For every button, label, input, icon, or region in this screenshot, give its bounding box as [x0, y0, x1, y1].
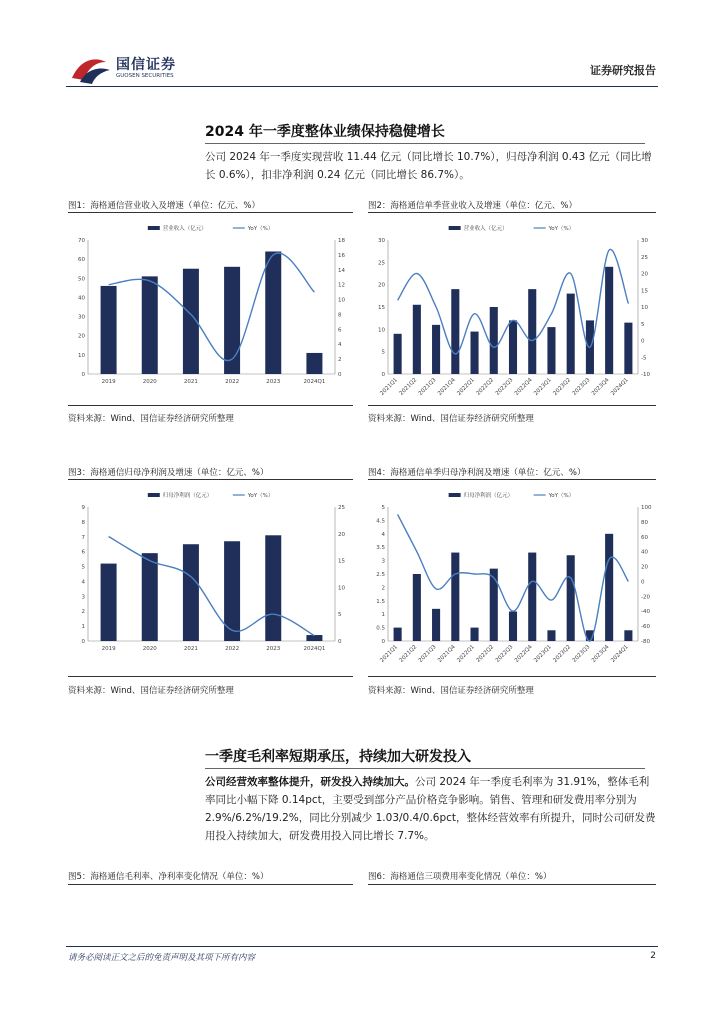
fig3-title-rule [68, 479, 353, 480]
bar [624, 323, 632, 374]
y-tick-left: 30 [378, 238, 385, 244]
y-tick-right: 16 [338, 252, 345, 259]
y-tick-right: 100 [641, 505, 652, 511]
y-tick-right: -40 [641, 609, 650, 616]
bar [101, 564, 117, 641]
legend-bar-swatch [148, 226, 160, 230]
fig2-source: 资料来源：Wind、国信证券经济研究所整理 [368, 414, 534, 424]
legend-bar-swatch [449, 226, 461, 230]
legend-line-label: YoY（%） [247, 493, 274, 499]
x-tick-label: 2024Q1 [610, 377, 630, 397]
legend-line-label: YoY（%） [247, 226, 274, 232]
yoy-line [109, 253, 315, 361]
y-tick-right: 10 [641, 305, 648, 311]
y-tick-left: 4.5 [376, 518, 385, 525]
y-tick-left: 3 [81, 594, 85, 601]
y-tick-left: 4 [81, 579, 85, 586]
y-tick-left: 20 [378, 282, 385, 289]
bar [142, 276, 158, 374]
fig1-title-rule [68, 212, 353, 213]
fig3-title: 图3：海格通信归母净利润及增速（单位：亿元、%） [68, 468, 269, 478]
y-tick-left: 10 [378, 327, 385, 334]
x-tick-label: 2020 [142, 646, 157, 652]
x-tick-label: 2022Q3 [494, 377, 515, 397]
x-tick-label: 2022Q4 [513, 644, 534, 664]
y-tick-right: 15 [641, 288, 648, 295]
y-tick-left: 1.5 [376, 598, 385, 605]
y-tick-right: 4 [338, 342, 342, 349]
y-tick-right: 60 [641, 534, 648, 541]
yoy-line [109, 536, 315, 635]
x-tick-label: 2024Q1 [610, 644, 630, 664]
bar [451, 289, 459, 374]
fig6-title: 图6：海格通信三项费用率变化情况（单位：%） [368, 872, 552, 882]
section2-title: 一季度毛利率短期承压，持续加大研发投入 [205, 749, 471, 765]
fig1-source: 资料来源：Wind、国信证券经济研究所整理 [68, 414, 234, 424]
y-tick-right: 15 [338, 558, 345, 565]
x-tick-label: 2021 [183, 379, 198, 385]
y-tick-right: -60 [641, 624, 650, 631]
bar [624, 630, 632, 641]
footer-divider [66, 946, 658, 947]
x-tick-label: 2021 [183, 646, 198, 652]
y-tick-left: 60 [78, 257, 85, 264]
y-tick-right: 10 [338, 585, 345, 592]
fig4-chart [368, 485, 656, 669]
y-tick-left: 0 [381, 372, 385, 378]
bar [413, 574, 421, 641]
footer-disclaimer: 请务必阅读正文之后的免责声明及其项下所有内容 [68, 953, 256, 963]
y-tick-left: 20 [78, 333, 85, 340]
bar [394, 334, 402, 374]
y-tick-right: -80 [641, 639, 650, 645]
x-tick-label: 2019 [101, 379, 116, 385]
x-tick-label: 2022Q1 [456, 377, 476, 397]
y-tick-left: 6 [81, 549, 85, 556]
fig4-bottom-rule [368, 676, 656, 677]
bar [471, 332, 479, 374]
x-tick-label: 2021Q2 [398, 644, 419, 664]
fig2-title-rule [368, 212, 656, 213]
fig5-title: 图5：海格通信毛利率、净利率变化情况（单位：%） [68, 872, 269, 882]
section1-title: 2024 年一季度整体业绩保持稳健增长 [205, 124, 445, 140]
y-tick-right: 18 [338, 238, 345, 244]
fig3-bottom-rule [68, 676, 353, 677]
y-tick-right: 2 [338, 357, 342, 364]
fig5-title-rule [68, 884, 353, 885]
legend-bar-swatch [148, 493, 160, 497]
bar [490, 307, 498, 374]
fig3-chart [68, 485, 353, 669]
section2-paragraph-body: 公司 2024 年一季度毛利率为 31.91%，整体毛利率同比小幅下降 0.14pct，主要受到部分产品价格竞争影响。销售、管理和研发费用率分别为 2.9%/6.2%/19.2%，同比分别减少 1.03/0.4/0.6pct，整体经营效率有所提升，同时公司研发费用投入持续加大，研发费用投入同比增长 7.7%。 [205, 776, 656, 842]
legend-bar-label: 归母净利润（亿元） [162, 493, 213, 499]
bar [509, 320, 517, 374]
bar [547, 630, 555, 641]
legend-bar-label: 营业收入（亿元） [463, 226, 508, 232]
y-tick-right: 0 [338, 372, 342, 378]
bar [224, 267, 240, 374]
fig2-title: 图2：海格通信单季营业收入及增速（单位：亿元、%） [368, 201, 577, 211]
x-tick-label: 2022Q1 [456, 644, 476, 664]
fig2-chart [368, 218, 656, 402]
legend-bar-label: 营业收入（亿元） [162, 226, 207, 232]
x-tick-label: 2024Q1 [303, 379, 326, 385]
bar [306, 353, 322, 374]
bar [528, 289, 536, 374]
x-tick-label: 2023Q1 [533, 377, 553, 397]
section2-divider [205, 768, 645, 769]
y-tick-right: 0 [338, 639, 342, 645]
x-tick-label: 2023Q1 [533, 644, 553, 664]
bar [183, 544, 199, 641]
legend-bar-swatch [449, 493, 461, 497]
y-tick-left: 5 [381, 349, 385, 356]
y-tick-right: 6 [338, 327, 342, 334]
x-tick-label: 2023 [266, 646, 281, 652]
fig1-title: 图1：海格通信营业收入及增速（单位：亿元、%） [68, 201, 260, 211]
y-tick-right: 14 [338, 267, 345, 274]
bar [605, 267, 613, 374]
bar [306, 635, 322, 641]
x-tick-label: 2023 [266, 379, 281, 385]
y-tick-left: 30 [78, 314, 85, 321]
bar [432, 325, 440, 374]
y-tick-left: 0.5 [376, 625, 385, 632]
fig4-svg [368, 485, 656, 669]
y-tick-left: 2 [381, 585, 385, 592]
y-tick-left: 2.5 [376, 572, 385, 578]
bar [142, 553, 158, 641]
bar [471, 628, 479, 641]
y-tick-left: 8 [81, 519, 85, 526]
bar [432, 609, 440, 641]
x-tick-label: 2020 [142, 379, 157, 385]
fig6-title-rule [368, 884, 656, 885]
y-tick-left: 40 [78, 295, 85, 302]
y-tick-right: 80 [641, 519, 648, 526]
bar [451, 553, 459, 641]
y-tick-right: 12 [338, 282, 345, 289]
y-tick-right: 25 [641, 254, 648, 261]
bar [528, 553, 536, 641]
x-tick-label: 2023Q2 [552, 377, 573, 397]
y-tick-right: 30 [641, 238, 648, 244]
bar [509, 612, 517, 641]
report-type: 证券研究报告 [590, 64, 656, 77]
x-tick-label: 2022Q4 [513, 377, 534, 397]
x-tick-label: 2023Q3 [571, 644, 592, 664]
y-tick-left: 9 [81, 505, 85, 511]
x-tick-label: 2021Q2 [398, 377, 419, 397]
x-tick-label: 2022 [225, 379, 240, 385]
fig3-source: 资料来源：Wind、国信证券经济研究所整理 [68, 686, 234, 696]
y-tick-right: 10 [338, 297, 345, 304]
y-tick-right: 20 [641, 271, 648, 278]
x-tick-label: 2022 [225, 646, 240, 652]
x-tick-label: 2023Q3 [571, 377, 592, 397]
y-tick-left: 7 [81, 534, 85, 541]
bar [413, 305, 421, 374]
x-tick-label: 2021Q3 [417, 644, 438, 664]
y-tick-right: 5 [641, 321, 645, 328]
x-tick-label: 2023Q4 [590, 377, 611, 397]
x-tick-label: 2023Q4 [590, 644, 611, 664]
y-tick-right: -5 [641, 355, 647, 362]
y-tick-right: 20 [641, 564, 648, 571]
x-tick-label: 2023Q2 [552, 644, 573, 664]
y-tick-left: 2 [81, 609, 85, 616]
y-tick-left: 10 [78, 352, 85, 359]
section1-divider [205, 143, 645, 144]
fig4-title: 图4：海格通信单季归母净利润及增速（单位：亿元、%） [368, 468, 586, 478]
bar [567, 555, 575, 641]
x-tick-label: 2021Q3 [417, 377, 438, 397]
x-tick-label: 2021Q4 [437, 377, 457, 397]
section2-paragraph [205, 773, 657, 845]
x-tick-label: 2022Q2 [475, 644, 496, 664]
y-tick-left: 25 [378, 260, 385, 267]
legend-line-label: YoY（%） [548, 226, 575, 232]
y-tick-left: 0 [381, 639, 385, 645]
y-tick-right: 40 [641, 549, 648, 556]
fig3-svg [68, 485, 353, 669]
y-tick-right: 0 [641, 579, 645, 586]
y-tick-left: 50 [78, 276, 85, 283]
section2-paragraph-lead: 公司经营效率整体提升，研发投入持续加大。 [205, 776, 415, 788]
y-tick-left: 5 [81, 564, 85, 571]
section1-paragraph: 公司 2024 年一季度实现营收 11.44 亿元（同比增长 10.7%），归母净利润 0.43 亿元（同比增长 0.6%），扣非净利润 0.24 亿元（同比增长 86.7%）。 [205, 151, 652, 181]
y-tick-right: 8 [338, 312, 342, 319]
y-tick-right: 0 [641, 338, 645, 345]
y-tick-right: 20 [338, 531, 345, 538]
bar [265, 251, 281, 374]
fig1-chart [68, 218, 353, 402]
x-tick-label: 2021Q1 [379, 377, 400, 397]
fig2-bottom-rule [368, 405, 656, 406]
bar [101, 286, 117, 374]
y-tick-right: 5 [338, 612, 342, 619]
fig1-bottom-rule [68, 405, 353, 406]
y-tick-left: 70 [78, 238, 85, 244]
x-tick-label: 2024Q1 [303, 646, 326, 652]
legend-line-label: YoY（%） [548, 493, 575, 499]
x-tick-label: 2022Q2 [475, 377, 496, 397]
x-tick-label: 2021Q1 [379, 644, 400, 664]
y-tick-left: 1 [81, 624, 85, 631]
y-tick-left: 0 [81, 639, 85, 645]
y-tick-right: 25 [338, 505, 345, 511]
y-tick-right: -10 [641, 372, 650, 378]
y-tick-left: 5 [381, 505, 385, 511]
y-tick-left: 3.5 [376, 545, 385, 552]
logo-en: GUOSEN SECURITIES [116, 73, 174, 79]
y-tick-left: 4 [381, 531, 385, 538]
bar [567, 294, 575, 374]
fig4-title-rule [368, 479, 656, 480]
bar [547, 327, 555, 374]
bar [605, 534, 613, 641]
legend-bar-label: 归母净利润（亿元） [463, 493, 514, 499]
y-tick-left: 0 [81, 372, 85, 378]
bar [490, 569, 498, 641]
logo-cn: 国信证券 [116, 57, 176, 73]
x-tick-label: 2022Q3 [494, 644, 515, 664]
x-tick-label: 2021Q4 [437, 644, 457, 664]
x-tick-label: 2019 [101, 646, 116, 652]
y-tick-left: 15 [378, 305, 385, 311]
header-divider [66, 86, 658, 87]
page-number: 2 [650, 951, 656, 961]
y-tick-left: 3 [381, 558, 385, 565]
bar [265, 535, 281, 641]
y-tick-right: -20 [641, 594, 650, 601]
fig4-source: 资料来源：Wind、国信证券经济研究所整理 [368, 686, 534, 696]
header-logo [70, 52, 210, 86]
bar [394, 628, 402, 641]
fig1-svg [68, 218, 353, 402]
fig2-svg [368, 218, 656, 402]
y-tick-left: 1 [381, 612, 385, 619]
